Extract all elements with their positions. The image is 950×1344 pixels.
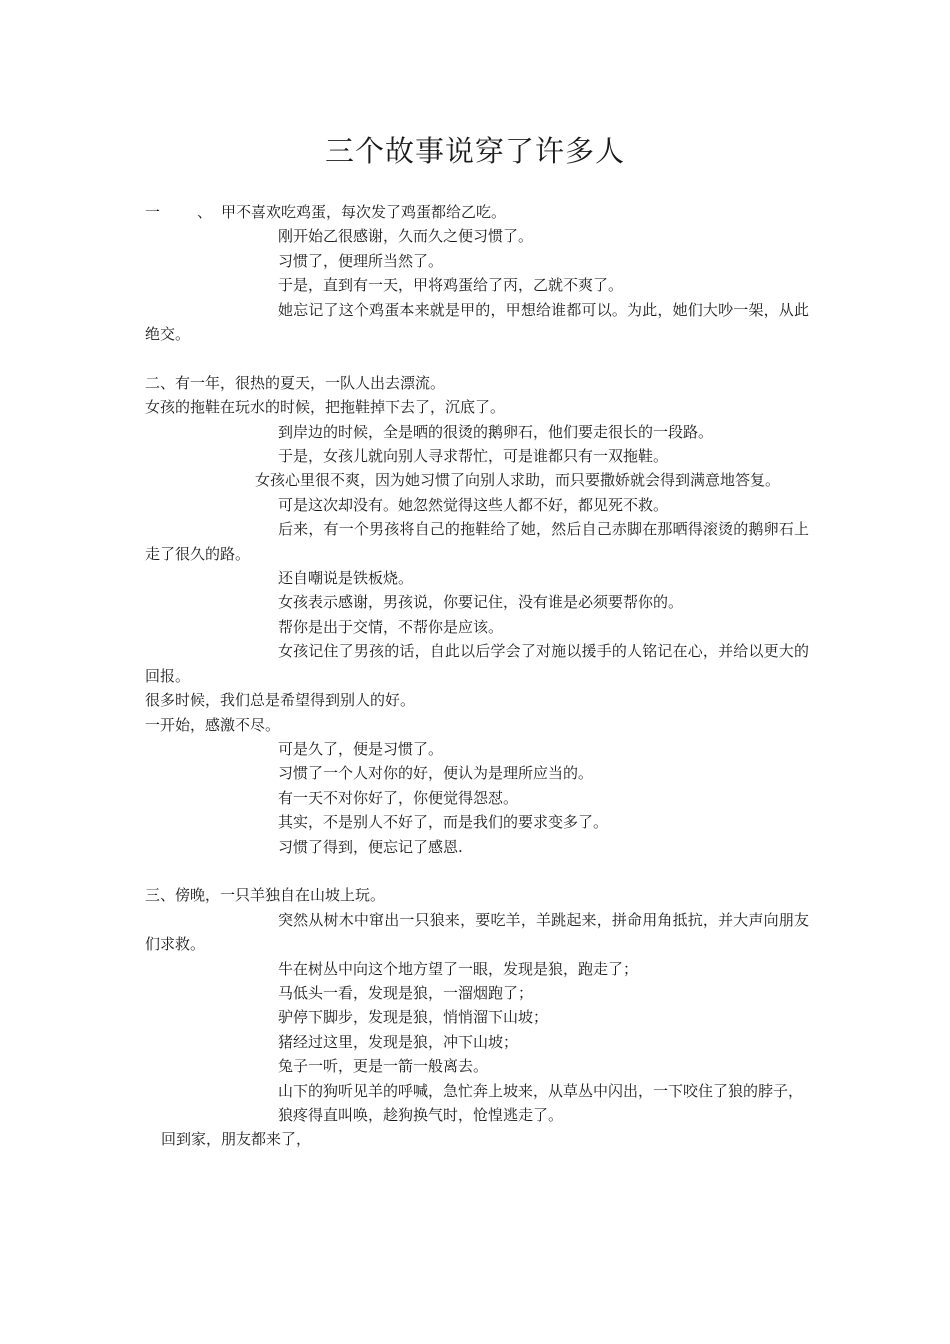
story3-line-1: 三、傍晚，一只羊独自在山坡上玩。 xyxy=(145,886,386,905)
story3-line-4: 马低头一看，发现是狼，一溜烟跑了； xyxy=(278,983,534,1002)
story2-line-14: 可是久了，便是习惯了。 xyxy=(278,739,444,758)
story2-line-7: 后来，有一个男孩将自己的拖鞋给了她，然后自己赤脚在那晒得滚烫的鹅卵石上走了很久的路。 xyxy=(145,520,809,563)
story3-line-2: 突然从树木中窜出一只狼来，要吃羊，羊跳起来，拼命用角抵抗，并大声向朋友们求救。 xyxy=(145,910,809,954)
story1-separator: 、 xyxy=(197,203,213,221)
story3-line-6: 猪经过这里，发现是狼，冲下山坡； xyxy=(278,1032,519,1051)
story2-line-12: 很多时候，我们总是希望得到别人的好。 xyxy=(145,691,416,710)
document-title: 三个故事说穿了许多人 xyxy=(324,134,625,168)
paragraph-gap xyxy=(145,859,809,883)
story3-line-10: 回到家，朋友都来了， xyxy=(161,1130,312,1149)
story2-line-5: 女孩心里很不爽，因为她习惯了向别人求助，而只要撒娇就会得到满意地答复。 xyxy=(255,471,781,490)
document-body xyxy=(145,200,809,1152)
story1-line-3: 习惯了，便理所当然了。 xyxy=(278,251,444,270)
story2-line-15: 习惯了一个人对你的好，便认为是理所应当的。 xyxy=(278,764,594,783)
story2-line-2: 女孩的拖鞋在玩水的时候，把拖鞋掉下去了，沉底了。 xyxy=(145,398,506,417)
story1-number: 一 xyxy=(145,203,161,221)
story3-line-8: 山下的狗听见羊的呼喊，急忙奔上坡来，从草丛中闪出，一下咬住了狼的脖子， xyxy=(278,1081,804,1100)
story2-line-18: 习惯了得到，便忘记了感恩. xyxy=(278,837,463,856)
story2-line-10: 帮你是出于交情，不帮你是应该。 xyxy=(278,617,504,636)
story2-line-1: 二、有一年，很热的夏天，一队人出去漂流。 xyxy=(145,373,446,392)
story2-line-4: 于是，女孩儿就向别人寻求帮忙，可是谁都只有一双拖鞋。 xyxy=(278,447,669,466)
story2-line-6: 可是这次却没有。她忽然觉得这些人都不好，都见死不救。 xyxy=(278,495,669,514)
story1-line-1-text: 甲不喜欢吃鸡蛋，每次发了鸡蛋都给乙吃。 xyxy=(221,203,507,221)
story2-line-16: 有一天不对你好了，你便觉得怨怼。 xyxy=(278,788,519,807)
story3-line-9: 狼疼得直叫唤，趁狗换气时，怆惶逃走了。 xyxy=(278,1106,564,1124)
story2-line-11: 女孩记住了男孩的话，自此以后学会了对施以援手的人铭记在心，并给以更大的回报。 xyxy=(145,642,809,685)
story3-line-7: 兔子一听，更是一箭一般离去。 xyxy=(278,1057,489,1076)
story2-line-8: 还自嘲说是铁板烧。 xyxy=(278,569,414,588)
paragraph-gap xyxy=(145,346,809,370)
story3-line-3: 牛在树丛中向这个地方望了一眼，发现是狼，跑走了； xyxy=(278,959,639,978)
story3-line-5: 驴停下脚步，发现是狼，悄悄溜下山坡； xyxy=(278,1008,549,1027)
story1-line-5: 她忘记了这个鸡蛋本来就是甲的，甲想给谁都可以。为此，她们大吵一架，从此绝交。 xyxy=(145,300,809,344)
story2-line-17: 其实，不是别人不好了，而是我们的要求变多了。 xyxy=(278,813,609,832)
story2-line-9: 女孩表示感谢，男孩说，你要记住，没有谁是必须要帮你的。 xyxy=(278,593,684,612)
story1-line-4: 于是，直到有一天，甲将鸡蛋给了丙，乙就不爽了。 xyxy=(278,276,624,295)
story1-line-1 xyxy=(145,200,809,224)
story2-line-3: 到岸边的时候，全是晒的很烫的鹅卵石，他们要走很长的一段路。 xyxy=(278,422,714,441)
story2-line-13: 一开始，感激不尽。 xyxy=(145,715,281,734)
story1-line-2: 刚开始乙很感谢，久而久之便习惯了。 xyxy=(278,227,534,246)
